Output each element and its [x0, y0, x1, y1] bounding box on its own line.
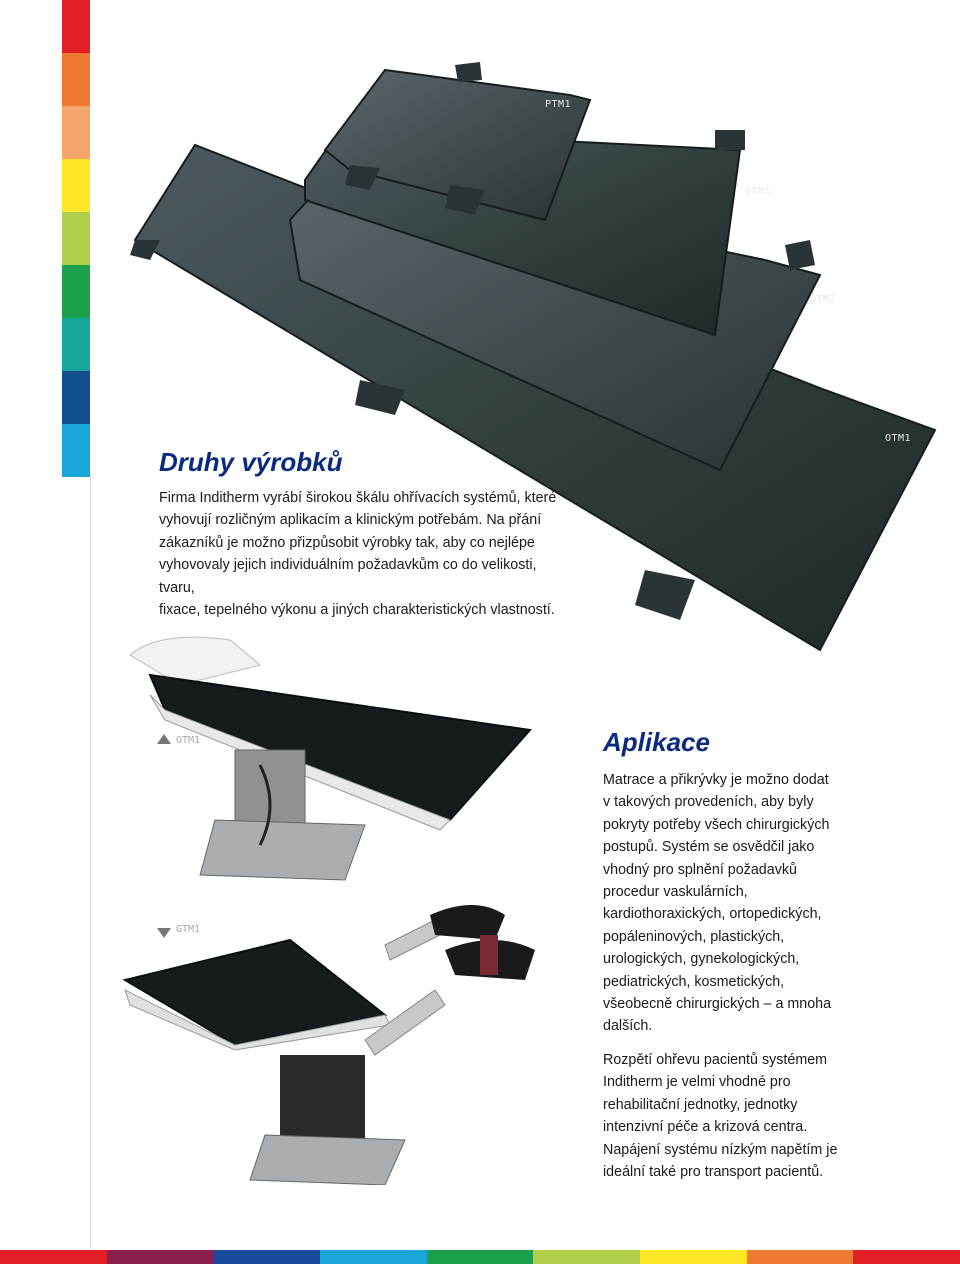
- text-line: pokryty potřeby všech chirurgických: [603, 816, 830, 833]
- text-line: všeobecně chirurgických – a mnoha: [603, 996, 832, 1013]
- text-line: ideální také pro transport pacientů.: [603, 1164, 824, 1181]
- color-strip: [62, 0, 90, 476]
- bar-segment: [747, 1250, 854, 1264]
- table-label-otm1: OTM1: [176, 735, 201, 746]
- color-swatch-teal: [62, 318, 90, 371]
- margin-rule: [90, 476, 91, 1248]
- bar-segment: [640, 1250, 747, 1264]
- text-line: dalších.: [603, 1018, 653, 1035]
- text-line: postupů. Systém se osvědčil jako: [603, 839, 815, 856]
- text-line: rehabilitační jednotky, jednotky: [603, 1096, 798, 1113]
- color-swatch-cyan: [62, 424, 90, 477]
- applications-paragraph-2: [603, 1049, 933, 1183]
- color-swatch-peach: [62, 106, 90, 159]
- text-line: kardiothoraxických, ortopedických,: [603, 906, 822, 923]
- text-line: fixace, tepelného výkonu a jiných charakteristických vlastností.: [159, 602, 555, 619]
- text-line: Firma Inditherm vyrábí širokou škálu ohřívacích systémů, které: [159, 490, 557, 506]
- section-title-applications: Aplikace: [603, 727, 710, 757]
- text-line: Inditherm je velmi vhodné pro: [603, 1074, 791, 1091]
- color-swatch-lime: [62, 212, 90, 265]
- color-swatch-green: [62, 265, 90, 318]
- text-line: urologických, gynekologických,: [603, 951, 800, 968]
- bar-segment: [213, 1250, 320, 1264]
- text-line: Napájení systému nízkým napětím je: [603, 1141, 838, 1158]
- bar-segment: [320, 1250, 427, 1264]
- color-swatch-red: [62, 0, 90, 53]
- label-ptm1: PTM1: [545, 99, 572, 110]
- text-line: intenzivní péče a krizová centra.: [603, 1119, 808, 1136]
- text-line: Matrace a přikrývky je možno dodat: [603, 772, 829, 788]
- products-paragraph: [159, 487, 559, 621]
- triangle-up-icon: [157, 734, 171, 744]
- operating-table-gtm1-illustration: [115, 895, 555, 1185]
- text-line: procedur vaskulárních,: [603, 884, 748, 901]
- label-gtm1: GTM1: [745, 186, 772, 197]
- bottom-color-bar: [0, 1250, 960, 1264]
- bar-segment: [427, 1250, 534, 1264]
- color-swatch-yellow: [62, 159, 90, 212]
- section-title-products: Druhy výrobků: [159, 447, 343, 477]
- text-line: vhodný pro splnění požadavků: [603, 861, 797, 878]
- text-line: pediatrických, kosmetických,: [603, 973, 785, 990]
- text-line: zákazníků je možno přizpůsobit výrobky tak, aby co nejlépe: [159, 534, 535, 551]
- operating-table-otm1-illustration: [120, 625, 540, 895]
- text-line: vyhovují rozličným aplikacím a klinickým potřebám. Na přání: [159, 512, 542, 529]
- bar-segment: [853, 1250, 960, 1264]
- triangle-down-icon: [157, 928, 171, 938]
- table-label-gtm1: GTM1: [176, 924, 201, 935]
- text-line: vyhovovaly jejich individuálním požadavkům co do velikosti, tvaru,: [159, 557, 537, 596]
- color-swatch-blue: [62, 371, 90, 424]
- text-line: popáleninových, plastických,: [603, 928, 785, 945]
- label-otm1: OTM1: [885, 433, 912, 444]
- applications-paragraph-1: [603, 769, 933, 1038]
- bar-segment: [0, 1250, 107, 1264]
- bar-segment: [533, 1250, 640, 1264]
- bar-segment: [107, 1250, 214, 1264]
- color-swatch-orange: [62, 53, 90, 106]
- text-line: v takových provedeních, aby byly: [603, 794, 814, 811]
- text-line: Rozpětí ohřevu pacientů systémem: [603, 1052, 828, 1068]
- label-otm2: OTM2: [810, 294, 837, 305]
